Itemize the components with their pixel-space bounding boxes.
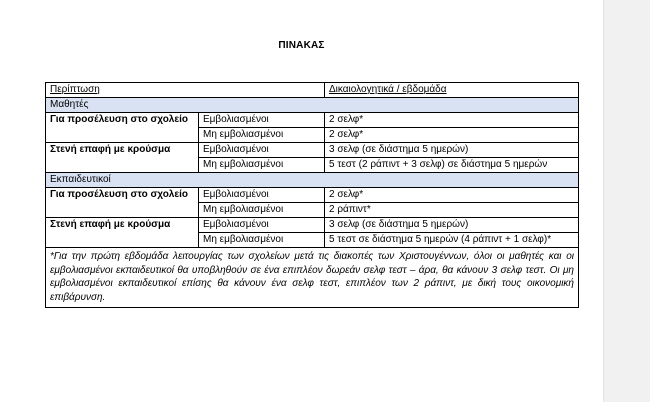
requirement-cell: 3 σελφ (σε διάστημα 5 ημερών): [325, 143, 579, 158]
status-cell: Εμβολιασμένοι: [199, 188, 325, 203]
situation-cell: Για προσέλευση στο σχολείο: [46, 188, 199, 218]
status-cell: Εμβολιασμένοι: [199, 113, 325, 128]
situation-cell: Στενή επαφή με κρούσμα: [46, 218, 199, 248]
section-row-teachers: [46, 173, 579, 188]
situation-cell: Στενή επαφή με κρούσμα: [46, 143, 199, 173]
table-row: [46, 218, 579, 233]
requirement-cell: 2 ράπιντ*: [325, 203, 579, 218]
status-cell: Μη εμβολιασμένοι: [199, 128, 325, 143]
table-row: [46, 143, 579, 158]
footnote: *Για την πρώτη εβδομάδα λειτουργίας των σχολείων μετά τις διακοπές των Χριστουγέννων, όλοι οι μαθητές και οι εμβολιασμένοι εκπαιδευτικοί θα υποβληθούν σε ένα επιπλέον δωρεάν σελφ τεστ – άρα, θα κάνουν 3 σελφ τεστ. Οι μη εμβολιασμένοι εκπαιδευτικοί επίσης θα κάνουν ένα σελφ τεστ, επιπλέον των 2 ράπιντ, με δική τους οικονομική επιβάρυνση.: [46, 248, 579, 308]
testing-requirements-table: [45, 82, 579, 308]
section-label: Εκπαιδευτικοί: [46, 173, 579, 188]
table-row: [46, 188, 579, 203]
status-cell: Εμβολιασμένοι: [199, 218, 325, 233]
page-margin-panel: [603, 0, 650, 402]
section-label: Μαθητές: [46, 98, 579, 113]
table-row: [46, 113, 579, 128]
status-cell: Μη εμβολιασμένοι: [199, 233, 325, 248]
status-cell: Εμβολιασμένοι: [199, 143, 325, 158]
header-row: [46, 83, 579, 98]
footnote-row: [46, 248, 579, 308]
page-title: ΠΙΝΑΚΑΣ: [278, 40, 325, 51]
requirement-cell: 5 τεστ σε διάστημα 5 ημερών (4 ράπιντ + 1 σελφ)*: [325, 233, 579, 248]
status-cell: Μη εμβολιασμένοι: [199, 203, 325, 218]
status-cell: Μη εμβολιασμένοι: [199, 158, 325, 173]
requirement-cell: 2 σελφ*: [325, 128, 579, 143]
requirement-cell: 2 σελφ*: [325, 113, 579, 128]
requirement-cell: 3 σελφ (σε διάστημα 5 ημερών): [325, 218, 579, 233]
requirement-cell: 5 τεστ (2 ράπιντ + 3 σελφ) σε διάστημα 5 ημερών: [325, 158, 579, 173]
situation-cell: Για προσέλευση στο σχολείο: [46, 113, 199, 143]
header-requirements: Δικαιολογητικά / εβδομάδα: [325, 83, 579, 98]
requirement-cell: 2 σελφ*: [325, 188, 579, 203]
section-row-students: [46, 98, 579, 113]
header-case: Περίπτωση: [46, 83, 325, 98]
